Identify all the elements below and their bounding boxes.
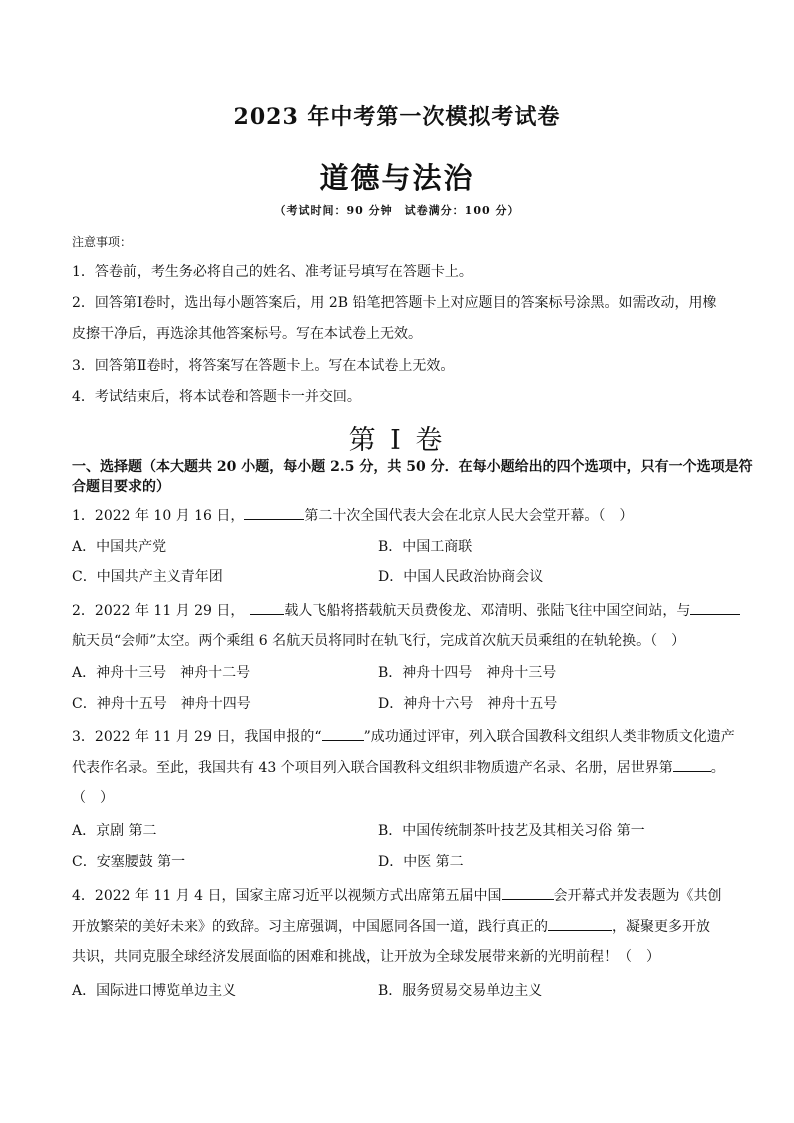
- question-3-stem-line-2: [72, 757, 728, 778]
- question-1-option-a: A．中国共产党: [72, 539, 167, 555]
- question-3-stem-line-3: （ ）: [72, 790, 114, 806]
- note-2-line-1: 2．回答第Ⅰ卷时，选出每小题答案后，用 2B 铅笔把答题卡上对应题目的答案标号涂黑。如需改动，用橡: [72, 295, 717, 311]
- question-1-option-d: D．中国人民政治协商会议: [378, 569, 544, 585]
- question-4-text-cont: 开放繁荣的美好未来》的致辞。习主席强调，中国愿同各国一道，践行真正的: [72, 919, 548, 935]
- question-2-option-a: A．神舟十三号 神舟十二号: [72, 665, 251, 681]
- question-1-stem: [72, 505, 728, 526]
- question-3-text-cont: 代表作名录。至此，我国共有 43 个项目列入联合国教科文组织非物质遗产名录、名册，居世界第: [72, 760, 673, 776]
- question-4-text-start: 4．2022 年 11 月 4 日，国家主席习近平以视频方式出席第五届中国: [72, 888, 502, 904]
- answer-blank: [502, 885, 554, 900]
- question-3-option-c: C．安塞腰鼓 第一: [72, 854, 186, 870]
- section-title: 第 Ⅰ 卷: [348, 425, 446, 456]
- section-instructions-line-1: 一、选择题（本大题共 20 小题，每小题 2.5 分，共 50 分．在每小题给出的四个选项中，只有一个选项是符: [72, 459, 753, 475]
- question-1-text-end: 第二十次全国代表大会在北京人民大会堂开幕。（ ）: [304, 508, 634, 524]
- question-2-option-b: B．神舟十四号 神舟十三号: [378, 665, 557, 681]
- question-4-text-cont-2: ，凝聚更多开放: [612, 919, 710, 935]
- question-4-option-b: B．服务贸易交易单边主义: [378, 983, 543, 999]
- question-3-text-start: 3．2022 年 11 月 29 日，我国申报的“: [72, 729, 322, 745]
- note-1: 1．答卷前，考生务必将自己的姓名、准考证号填写在答题卡上。: [72, 264, 473, 280]
- question-4-option-a: A．国际进口博览单边主义: [72, 983, 237, 999]
- question-2-option-c: C．神舟十五号 神舟十四号: [72, 696, 251, 712]
- question-2-text-mid: 载人飞船将搭载航天员费俊龙、邓清明、张陆飞往中国空间站，与: [284, 603, 691, 619]
- question-4-text-mid: 会开幕式并发表题为《共创: [553, 888, 722, 904]
- note-2-line-2: 皮擦干净后，再选涂其他答案标号。写在本试卷上无效。: [72, 326, 422, 342]
- exam-info: （考试时间：90 分钟 试卷满分：100 分）: [274, 204, 520, 217]
- question-1-option-b: B．中国工商联: [378, 539, 473, 555]
- answer-blank: [673, 757, 711, 772]
- answer-blank: [548, 916, 612, 931]
- question-2-text-start: 2．2022 年 11 月 29 日，: [72, 603, 245, 619]
- question-2-stem-line-2: 航天员“会师”太空。两个乘组 6 名航天员将同时在轨飞行，完成首次航天员乘组的在轨轮换。（ ）: [72, 633, 686, 649]
- notes-heading: 注意事项：: [72, 235, 133, 249]
- question-3-text-mid: ”成功通过评审，列入联合国教科文组织人类非物质文化遗产: [363, 729, 735, 745]
- question-4-stem-line-1: [72, 885, 728, 906]
- question-3-option-a: A．京剧 第二: [72, 823, 157, 839]
- question-2-option-d: D．神舟十六号 神舟十五号: [378, 696, 558, 712]
- question-3-text-end: 。: [710, 760, 725, 776]
- note-3: 3．回答第Ⅱ卷时，将答案写在答题卡上。写在本试卷上无效。: [72, 358, 455, 374]
- question-2-stem-line-1: [72, 600, 728, 621]
- section-instructions-line-2: 合题目要求的）: [72, 479, 170, 495]
- answer-blank: [250, 600, 284, 615]
- note-4: 4．考试结束后，将本试卷和答题卡一并交回。: [72, 389, 361, 405]
- question-1-option-c: C．中国共产主义青年团: [72, 569, 223, 585]
- question-4-stem-line-3: 共识，共同克服全球经济发展面临的困难和挑战，让开放为全球发展带来新的光明前程！（ ）: [72, 949, 660, 965]
- answer-blank: [244, 505, 304, 520]
- question-3-option-b: B．中国传统制茶叶技艺及其相关习俗 第一: [378, 823, 645, 839]
- question-3-stem-line-1: [72, 726, 735, 747]
- question-3-option-d: D．中医 第二: [378, 854, 464, 870]
- question-1-text-start: 1．2022 年 10 月 16 日，: [72, 508, 245, 524]
- answer-blank: [690, 600, 740, 615]
- question-4-stem-line-2: [72, 916, 728, 937]
- answer-blank: [322, 726, 364, 741]
- subject-title: 道德与法治: [319, 161, 475, 195]
- exam-title: 2023 年中考第一次模拟考试卷: [233, 104, 561, 130]
